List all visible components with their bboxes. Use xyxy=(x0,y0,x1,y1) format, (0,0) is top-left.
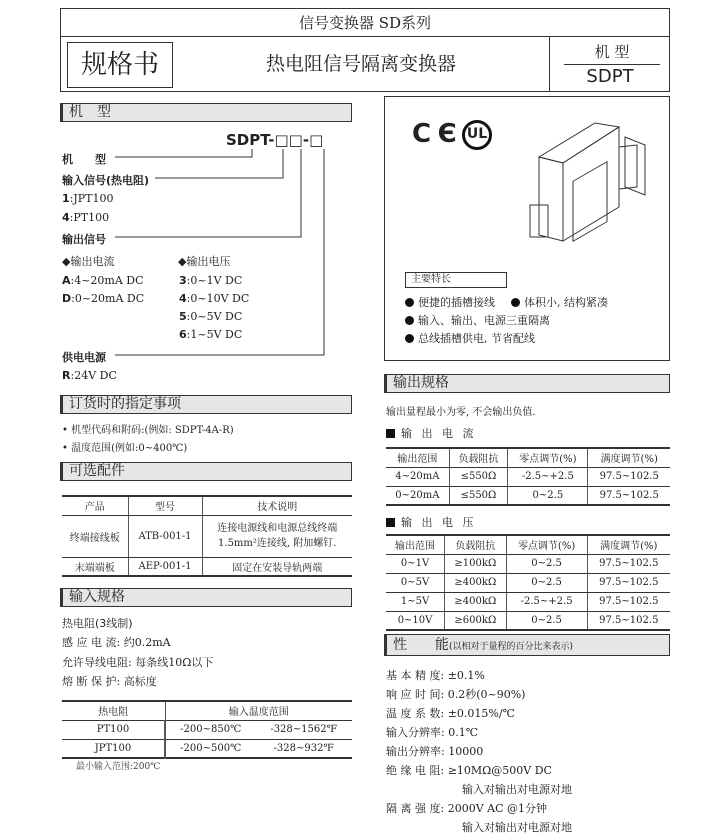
feature-item: 总线插槽供电, 节省配线 xyxy=(405,330,535,346)
bullet-icon xyxy=(405,334,414,343)
voltage-option: 3:0~1V DC xyxy=(179,274,243,287)
label-output-signal: 输出信号 xyxy=(62,233,106,246)
current-heading: ◆输出电流 xyxy=(62,255,115,268)
perf-line: 温 度 系 数: ±0.015%/℃ xyxy=(386,707,515,720)
model-value: SDPT xyxy=(586,66,634,87)
table-row: 0~20mA ≤550Ω 0~2.5 97.5~102.5 xyxy=(386,486,670,505)
table-row: 0~5V ≥400kΩ 0~2.5 97.5~102.5 xyxy=(386,573,670,592)
bullet-icon xyxy=(511,298,520,307)
voltage-table-title: 输 出 电 压 xyxy=(386,514,477,530)
perf-line-cont: 输入对输出对电源对地 xyxy=(462,783,572,796)
current-table-title: 输 出 电 流 xyxy=(386,425,477,441)
perf-line: 绝 缘 电 阻: ≥10MΩ@500V DC xyxy=(386,764,552,777)
order-item: • 温度范围(例如:0~400℃) xyxy=(62,443,188,454)
ul-mark-logo: UL xyxy=(462,120,492,150)
current-option: A:4~20mA DC xyxy=(62,274,144,287)
model-code: SDPT-□□-□ xyxy=(226,131,324,149)
input-option: 4:PT100 xyxy=(62,211,110,224)
table-row: 4~20mA ≤550Ω -2.5~+2.5 97.5~102.5 xyxy=(386,467,670,486)
section-accessories: 可选配件 xyxy=(60,462,352,481)
voltage-option: 4:0~10V DC xyxy=(179,292,250,305)
model-box xyxy=(549,37,670,92)
perf-line: 输出分辨率: 10000 xyxy=(386,745,484,758)
voltage-option: 6:1~5V DC xyxy=(179,328,243,341)
series-title: 信号变换器 SD系列 xyxy=(61,9,669,37)
output-voltage-table: 输出范围 负载阻抗 零点调节(%) 满度调节(%) 0~1V ≥100kΩ 0~2.5 97.5~102.5 0~5V ≥400kΩ 0~2.5 97.5~102.5 1~5V ≥400kΩ -2.5~+2.5 97.5~102.5 0~10V ≥600kΩ 0~2.5 97.5~102.5 xyxy=(386,534,670,631)
current-option: D:0~20mA DC xyxy=(62,292,145,305)
ce-mark-logo: C Є xyxy=(412,119,459,149)
perf-line: 响 应 时 间: 0.2秒(0~90%) xyxy=(386,688,526,701)
document-title: 热电阻信号隔离变换器 xyxy=(265,53,456,75)
label-model: 机 型 xyxy=(62,153,106,166)
perf-line: 基 本 精 度: ±0.1% xyxy=(386,669,485,682)
output-note: 输出量程最小为零, 不会输出负值. xyxy=(386,407,536,418)
min-input-range: 最小输入范围:200℃ xyxy=(76,762,161,772)
spec-label: 规格书 xyxy=(67,42,173,88)
input-range-table: 热电阻 输入温度范围 PT100 -200~850℃ -328~1562℉ JPT100 -200~500℃ -328~932℉ xyxy=(62,700,352,759)
table-row: 0~1V ≥100kΩ 0~2.5 97.5~102.5 xyxy=(386,554,670,573)
table-row: PT100 -200~850℃ -328~1562℉ xyxy=(62,720,352,739)
square-bullet-icon xyxy=(386,429,395,438)
input-line: 允许导线电阻: 每条线10Ω以下 xyxy=(62,656,214,669)
section-order: 订货时的指定事项 xyxy=(60,395,352,414)
voltage-option: 5:0~5V DC xyxy=(179,310,243,323)
table-row: JPT100 -200~500℃ -328~932℉ xyxy=(62,739,352,758)
order-item: • 机型代码和附码:(例如: SDPT-4A-R) xyxy=(62,425,234,436)
perf-line: 输入分辨率: 0.1℃ xyxy=(386,726,479,739)
bullet-icon xyxy=(405,298,414,307)
perf-line-cont: 输入对输出对电源对地 xyxy=(462,821,572,834)
section-input: 输入规格 xyxy=(60,588,352,607)
feature-item: 体积小, 结构紧凑 xyxy=(511,294,608,310)
model-code-leader-lines xyxy=(0,0,360,380)
section-output: 输出规格 xyxy=(384,374,670,393)
table-row: 1~5V ≥400kΩ -2.5~+2.5 97.5~102.5 xyxy=(386,592,670,611)
voltage-heading: ◆输出电压 xyxy=(178,255,231,268)
section-model: 机 型 xyxy=(60,103,352,122)
table-row: 终端接线板 ATB-001-1 连接电源线和电源总线终端 1.5mm²连接线, 附加螺钉. xyxy=(62,515,352,557)
input-line: 热电阻(3线制) xyxy=(62,617,133,630)
section-performance: 性 能(以相对于量程的百分比来表示) xyxy=(384,634,670,656)
input-line: 熔 断 保 护: 高标度 xyxy=(62,675,157,688)
table-row: 末端端板 AEP-001-1 固定在安装导轨两端 xyxy=(62,557,352,576)
product-box xyxy=(384,96,670,361)
input-line: 感 应 电 流: 约0.2mA xyxy=(62,636,171,649)
accessories-table: 产品 型号 技术说明 终端接线板 ATB-001-1 连接电源线和电源总线终端 1.5mm²连接线, 附加螺钉. 末端端板 AEP-001-1 固定在安装导轨两端 xyxy=(62,495,352,577)
feature-item: 输入、输出、电源三重隔离 xyxy=(405,312,550,328)
output-current-table: 输出范围 负载阻抗 零点调节(%) 满度调节(%) 4~20mA ≤550Ω -2.5~+2.5 97.5~102.5 0~20mA ≤550Ω 0~2.5 97.5~102.5 xyxy=(386,447,670,506)
perf-line: 隔 离 强 度: 2000V AC @1分钟 xyxy=(386,802,547,815)
model-label: 机 型 xyxy=(564,41,660,65)
power-option: R:24V DC xyxy=(62,369,117,382)
table-row: 0~10V ≥600kΩ 0~2.5 97.5~102.5 xyxy=(386,611,670,630)
input-option: 1:JPT100 xyxy=(62,192,114,205)
converter-module-illustration xyxy=(525,107,665,247)
label-power: 供电电源 xyxy=(62,351,106,364)
label-input-signal: 输入信号(热电阻) xyxy=(62,174,150,187)
bullet-icon xyxy=(405,316,414,325)
features-title: 主要特长 xyxy=(405,272,507,288)
square-bullet-icon xyxy=(386,518,395,527)
feature-item: 便捷的插槽接线 xyxy=(405,294,495,310)
